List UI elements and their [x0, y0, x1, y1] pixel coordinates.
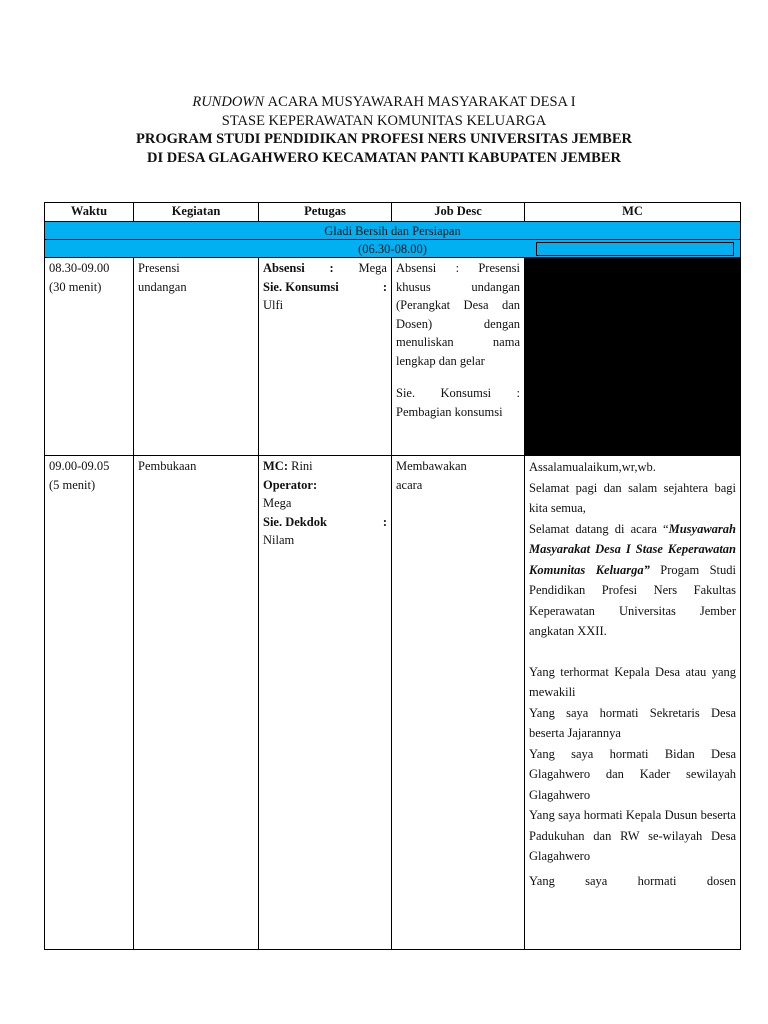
title-line-4: DI DESA GLAGAHWERO KECAMATAN PANTI KABUPATEN JEMBER	[147, 149, 621, 166]
petugas-absensi-label: Absensi	[263, 261, 305, 275]
waktu-cell	[45, 456, 134, 950]
petugas-dekdok-label: Sie. Dekdok	[263, 514, 327, 529]
petugas-operator-value: Mega	[263, 496, 292, 510]
rundown-table	[44, 202, 741, 950]
mc-salutation-kepala-desa: Yang terhormat Kepala Desa atau yang mewakili	[529, 664, 736, 699]
mc-salutation-dosen: Yang saya hormati dosen	[529, 873, 736, 888]
title-line-3: PROGRAM STUDI PENDIDIKAN PROFESI NERS UNIVERSITAS JEMBER	[135, 131, 633, 147]
petugas-mc	[263, 457, 387, 476]
table-header-row	[45, 203, 741, 222]
table-row	[45, 258, 741, 456]
mc-event-intro-end: Progam Studi Pendidikan Profesi Ners Fakultas Keperawatan Universitas Jember angkatan XXII.	[529, 562, 736, 638]
section-title	[45, 222, 741, 240]
jobdesc-text: Membawakan acara	[396, 459, 467, 492]
mc-event-intro-start: Selamat datang di acara “	[529, 521, 669, 536]
col-header-kegiatan: Kegiatan	[134, 203, 259, 222]
petugas-cell	[259, 456, 392, 950]
section-title-text: Gladi Bersih dan Persiapan	[324, 223, 461, 238]
petugas-cell	[259, 258, 392, 456]
petugas-dekdok-value: Nilam	[263, 533, 295, 547]
petugas-absensi-value: Mega	[358, 261, 387, 275]
kegiatan-cell	[134, 456, 259, 950]
kegiatan-text: Pembukaan	[138, 459, 197, 473]
col-header-waktu: Waktu	[45, 203, 134, 222]
spacer	[529, 642, 736, 662]
jobdesc-cell	[392, 258, 525, 456]
petugas-konsumsi	[263, 278, 387, 297]
col-header-mc: MC	[525, 203, 741, 222]
petugas-konsumsi-sep: :	[382, 279, 387, 294]
section-time-text: (06.30-08.00)	[358, 241, 427, 256]
mc-salutation-bidan: Yang saya hormati Bidan Desa Glagahwero dan Kader sewilayah Glagahwero	[529, 746, 736, 802]
mc-salutation-sekretaris: Yang saya hormati Sekretaris Desa beserta Jajarannya	[529, 705, 736, 740]
petugas-mc-value: Rini	[291, 459, 313, 473]
spacer	[396, 370, 520, 384]
petugas-mc-label: MC:	[263, 459, 288, 473]
waktu-duration: (5 menit)	[49, 477, 96, 492]
redacted-block	[525, 258, 741, 456]
waktu-duration: (30 menit)	[49, 279, 102, 294]
waktu-cell	[45, 258, 134, 456]
mc-event-intro	[529, 519, 736, 642]
title-line-1-text: ACARA MUSYAWARAH MASYARAKAT DESA I	[267, 94, 576, 110]
col-header-petugas: Petugas	[259, 203, 392, 222]
waktu-time: 09.00-09.05	[49, 459, 110, 473]
document-title	[0, 93, 768, 167]
col-header-jobdesc: Job Desc	[392, 203, 525, 222]
section-time-row	[45, 240, 741, 258]
title-line-2: STASE KEPERAWATAN KOMUNITAS KELUARGA	[221, 112, 547, 129]
petugas-absensi	[263, 259, 387, 278]
title-rundown-word: RUNDOWN	[192, 94, 265, 110]
mc-welcome: Selamat pagi dan salam sejahtera bagi kita semua,	[529, 480, 736, 515]
petugas-konsumsi-label: Sie. Konsumsi	[263, 279, 339, 294]
petugas-absensi-sep: :	[329, 261, 334, 275]
mc-event-name: Musyawarah Masyarakat Desa I Stase Keperawatan Komunitas Keluarga”	[529, 521, 736, 577]
jobdesc-absensi: Absensi : Presensi khusus undangan (Perangkat Desa dan Dosen) dengan menuliskan nama lengkap dan gelar	[396, 261, 520, 368]
petugas-operator-label: Operator:	[263, 477, 318, 492]
title-line-1	[0, 93, 768, 112]
waktu-time: 08.30-09.00	[49, 261, 110, 275]
petugas-dekdok	[263, 513, 387, 532]
section-time	[45, 240, 741, 258]
mc-salutation-kepala-dusun: Yang saya hormati Kepala Dusun beserta Padukuhan dan RW se-wilayah Desa Glagahwero	[529, 808, 736, 863]
inner-cell-border	[536, 242, 734, 256]
jobdesc-cell	[392, 456, 525, 950]
jobdesc-konsumsi: Sie. Konsumsi : Pembagian konsumsi	[396, 386, 520, 419]
mc-script-cell	[525, 456, 741, 950]
petugas-konsumsi-value: Ulfi	[263, 298, 284, 312]
table-row	[45, 456, 741, 950]
kegiatan-cell	[134, 258, 259, 456]
kegiatan-line-2: undangan	[138, 279, 187, 294]
mc-greeting: Assalamualaikum,wr,wb.	[529, 460, 656, 474]
kegiatan-line-1: Presensi	[138, 261, 180, 275]
petugas-dekdok-sep: :	[382, 514, 387, 529]
section-title-row	[45, 222, 741, 240]
